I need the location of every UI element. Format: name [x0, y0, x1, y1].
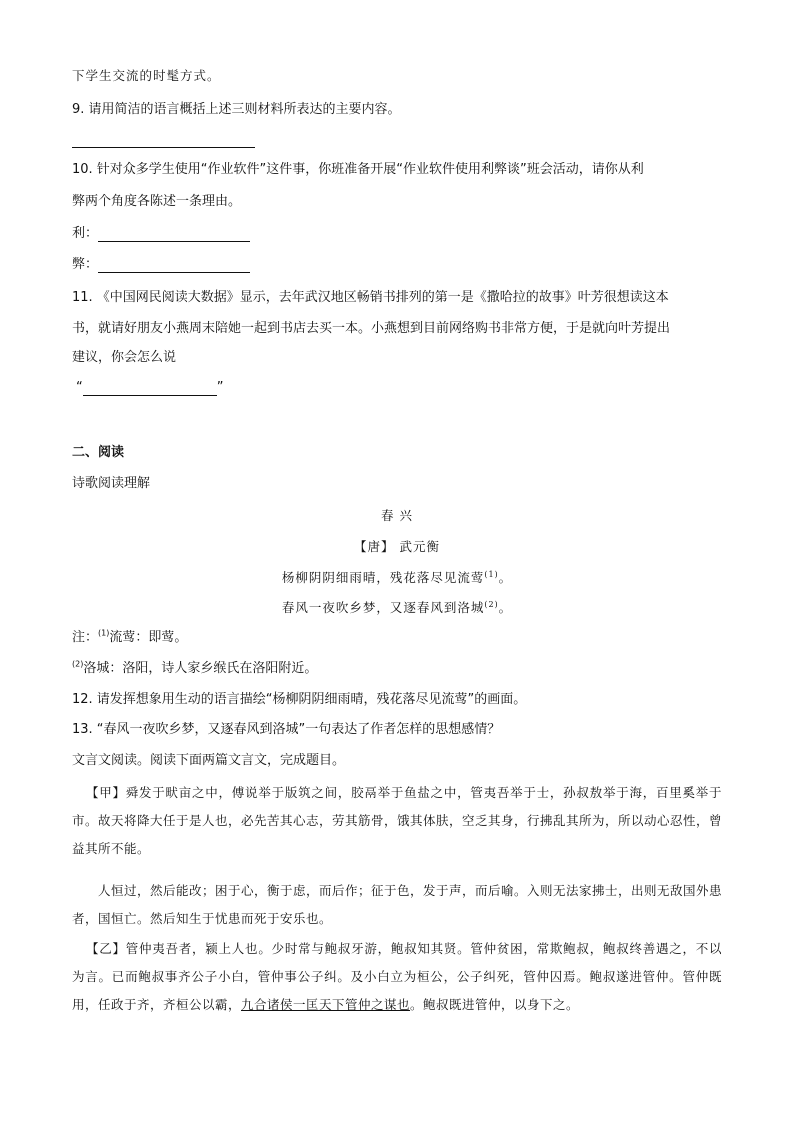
passage-yi	[72, 935, 722, 1019]
poem-line-1-text: 杨柳阴阴细雨晴，残花落尽见流莺	[281, 570, 485, 585]
quote-close: ”	[216, 380, 224, 395]
cons-row	[72, 257, 250, 273]
section-2-heading: 二、阅读	[72, 445, 125, 460]
poem-note-2-ref: (2)	[484, 599, 499, 609]
passage-yi-end: 。鲍叔既进管仲，以身下之。	[410, 997, 580, 1012]
passage-jia-paragraph-2: 人恒过，然后能改；困于心，衡于虑，而后作；征于色，发于声，而后喻。入则无法家拂士，出则无敌国外患者，国恒亡。然后知生于忧患而死于安乐也。	[72, 883, 723, 926]
cons-label: 弊：	[72, 257, 99, 272]
passage-yi-underlined: 九合诸侯一匡天下管仲之谋也	[241, 997, 411, 1012]
note-2-text: 洛城：洛阳，诗人家乡缑氏在洛阳附近。	[83, 661, 318, 676]
question-10-line-2: 弊两个角度各陈述一条理由。	[72, 194, 242, 209]
pros-row	[72, 226, 250, 242]
note-2-mark: (2)	[72, 659, 84, 669]
note-1-text: 流莺：即莺。	[109, 630, 188, 645]
note-2	[72, 661, 317, 677]
poem-line-1-end: 。	[498, 570, 513, 585]
question-11-line-2: 书，就请好朋友小燕周末陪她一起到书店去买一本。小燕想到目前网络购书非常方便，于是就向叶芳提出	[72, 321, 671, 336]
poem-line-1	[0, 570, 794, 586]
passage-jia-paragraph-1: 【甲】舜发于畎亩之中，傅说举于版筑之间，胶鬲举于鱼盐之中，管夷吾举于士，孙叔敖举于海，百里奚举于市。故天将降大任于是人也，必先苦其心志，劳其筋骨，饿其体肤，空乏其身，行拂乱其所为，所以动心忍性，曾益其所不能。	[72, 785, 723, 856]
cons-answer-line[interactable]	[98, 258, 250, 273]
poem-title: 春 兴	[381, 508, 413, 523]
poem-line-2-end: 。	[498, 600, 513, 615]
question-11-line-1: 11. 《中国网民阅读大数据》显示，去年武汉地区畅销书排列的第一是《撒哈拉的故事》叶芳很想读这本	[72, 290, 669, 305]
poem-author: 【唐】 武元衡	[354, 539, 440, 554]
question-10-line-1: 10. 针对众多学生使用“作业软件”这件事，你班准备开展“作业软件使用利弊谈”班会活动，请你从利	[72, 162, 644, 177]
poem-note-1-ref: (1)	[484, 569, 499, 579]
classical-reading-heading: 文言文阅读。阅读下面两篇文言文，完成题目。	[72, 753, 346, 768]
question-11-line-3: 建议，你会怎么说	[72, 350, 177, 365]
quote-open: “	[76, 380, 83, 395]
poem-section-heading: 诗歌阅读理解	[72, 476, 151, 491]
pros-label: 利：	[72, 226, 99, 241]
continued-text: 下学生交流的时髦方式。	[72, 68, 221, 83]
quote-answer-row	[76, 380, 224, 396]
question-13: 13. “春风一夜吹乡梦，又逐春风到洛城”一句表达了作者怎样的思想感情？	[72, 722, 501, 737]
poem-line-2	[0, 600, 794, 616]
quote-answer-line[interactable]	[83, 381, 217, 396]
passage-yi-text: 【乙】管仲夷吾者，颍上人也。少时常与鲍叔牙游，鲍叔知其贤。管仲贫困，常欺鲍叔，鲍叔终善遇之，不以为言。已而鲍叔事齐公子小白，管仲事公子纠。及小白立为桓公，公子纠死，管仲囚焉。鲍叔遂进管仲。管仲既用，任政于齐，齐桓公以霸，	[72, 941, 722, 1012]
note-1-mark: (1)	[98, 628, 110, 638]
answer-line-9[interactable]	[72, 147, 255, 148]
poem-line-2-text: 春风一夜吹乡梦，又逐春风到洛城	[281, 600, 485, 615]
note-1	[72, 630, 187, 646]
question-9: 9. 请用简洁的语言概括上述三则材料所表达的主要内容。	[72, 102, 401, 117]
question-12: 12. 请发挥想象用生动的语言描绘“杨柳阴阴细雨晴，残花落尽见流莺”的画面。	[72, 692, 527, 707]
pros-answer-line[interactable]	[98, 227, 250, 242]
note-prefix: 注：	[72, 630, 99, 645]
